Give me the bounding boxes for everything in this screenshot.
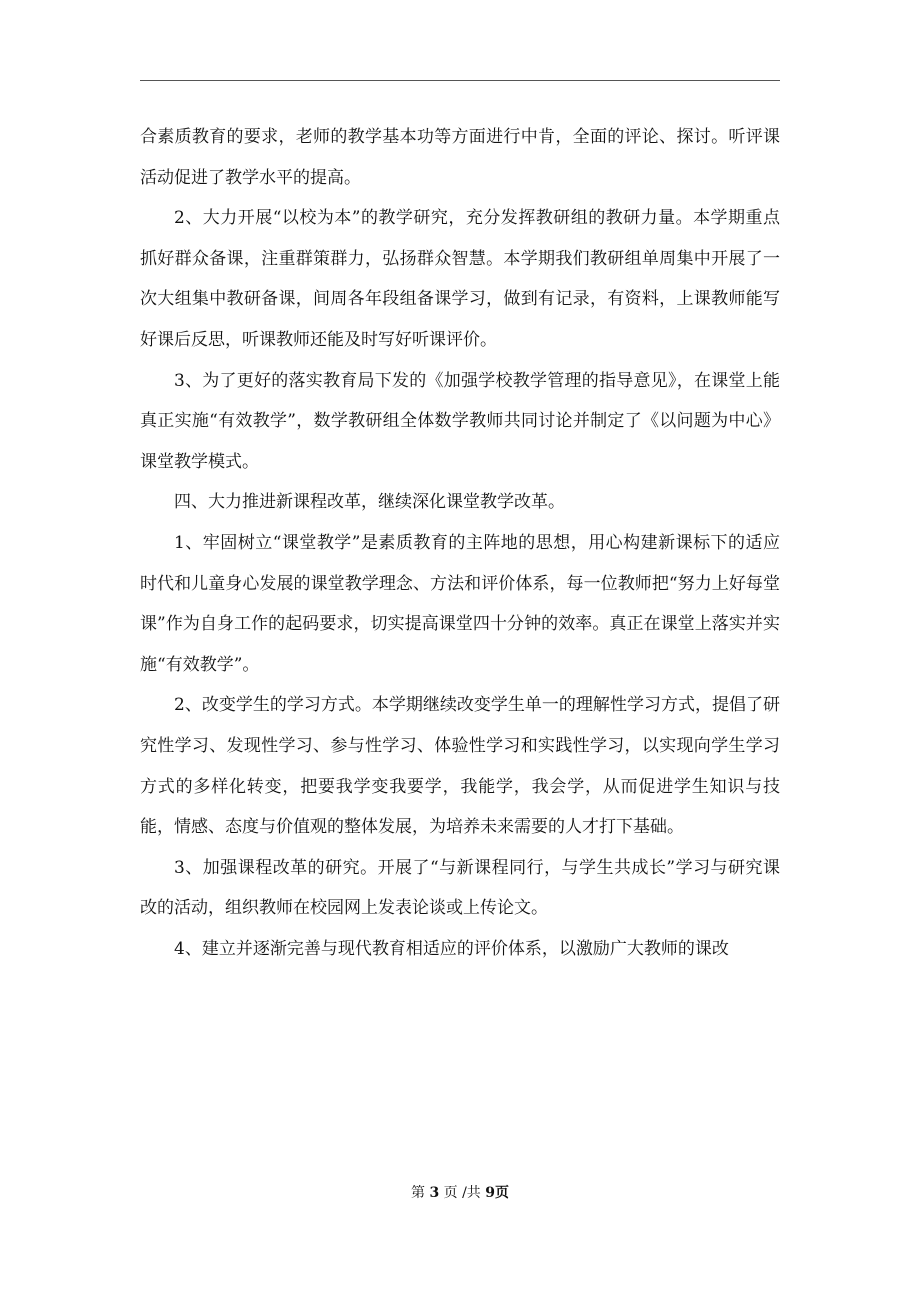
paragraph-item-2-learning-style: 2、改变学生的学习方式。本学期继续改变学生单一的理解性学习方式，提倡了研究性学习、发现性学习、参与性学习、体验性学习和实践性学习，以实现向学生学习方式的多样化转变，把要我学变我要学，我能学，我会学，从而促进学生知识与技能，情感、态度与价值观的整体发展，为培养未来需要的人才打下基础。 — [140, 695, 780, 838]
paragraph-item-1-classroom-teaching: 1、牢固树立“课堂教学”是素质教育的主阵地的思想，用心构建新课标下的适应时代和儿童身心发展的课堂教学理念、方法和评价体系，每一位教师把“努力上好每堂课”作为自身工作的起码要求，切实提高课堂四十分钟的效率。真正在课堂上落实并实施“有效教学”。 — [140, 532, 780, 675]
footer-current-page: 3 — [429, 1185, 440, 1201]
page-footer — [0, 1183, 920, 1203]
paragraph-item-4-evaluation-system: 4、建立并逐渐完善与现代教育相适应的评价体系，以激励广大教师的课改 — [174, 938, 729, 959]
paragraph-item-3-teaching-mode: 3、为了更好的落实教育局下发的《加强学校教学管理的指导意见》，在课堂上能真正实施“有效教学”，数学教研组全体数学教师共同讨论并制定了《以问题为中心》课堂教学模式。 — [140, 370, 780, 472]
document-body — [140, 117, 780, 969]
paragraph-item-2-school-research: 2、大力开展“以校为本”的教学研究，充分发挥教研组的教研力量。本学期重点抓好群众备课，注重群策群力，弘扬群众智慧。本学期我们教研组单周集中开展了一次大组集中教研备课，间周各年段组备课学习，做到有记录，有资料，上课教师能写好课后反思，听课教师还能及时写好听课评价。 — [140, 208, 780, 350]
footer-suffix: 页 — [495, 1185, 510, 1201]
header-rule — [140, 80, 780, 81]
paragraph-item-3-curriculum-research: 3、加强课程改革的研究。开展了“与新课程同行，与学生共成长”学习与研究课改的活动，组织教师在校园网上发表论谈或上传论文。 — [140, 857, 780, 919]
section-heading-four: 四、大力推进新课程改革，继续深化课堂教学改革。 — [174, 492, 565, 513]
footer-prefix: 第 — [410, 1185, 425, 1201]
footer-total-pages: 9 — [485, 1185, 496, 1201]
footer-middle: 页 /共 — [443, 1185, 481, 1201]
paragraph-continuation: 合素质教育的要求，老师的教学基本功等方面进行中肯，全面的评论、探讨。听评课活动促进了教学水平的提高。 — [140, 127, 780, 188]
